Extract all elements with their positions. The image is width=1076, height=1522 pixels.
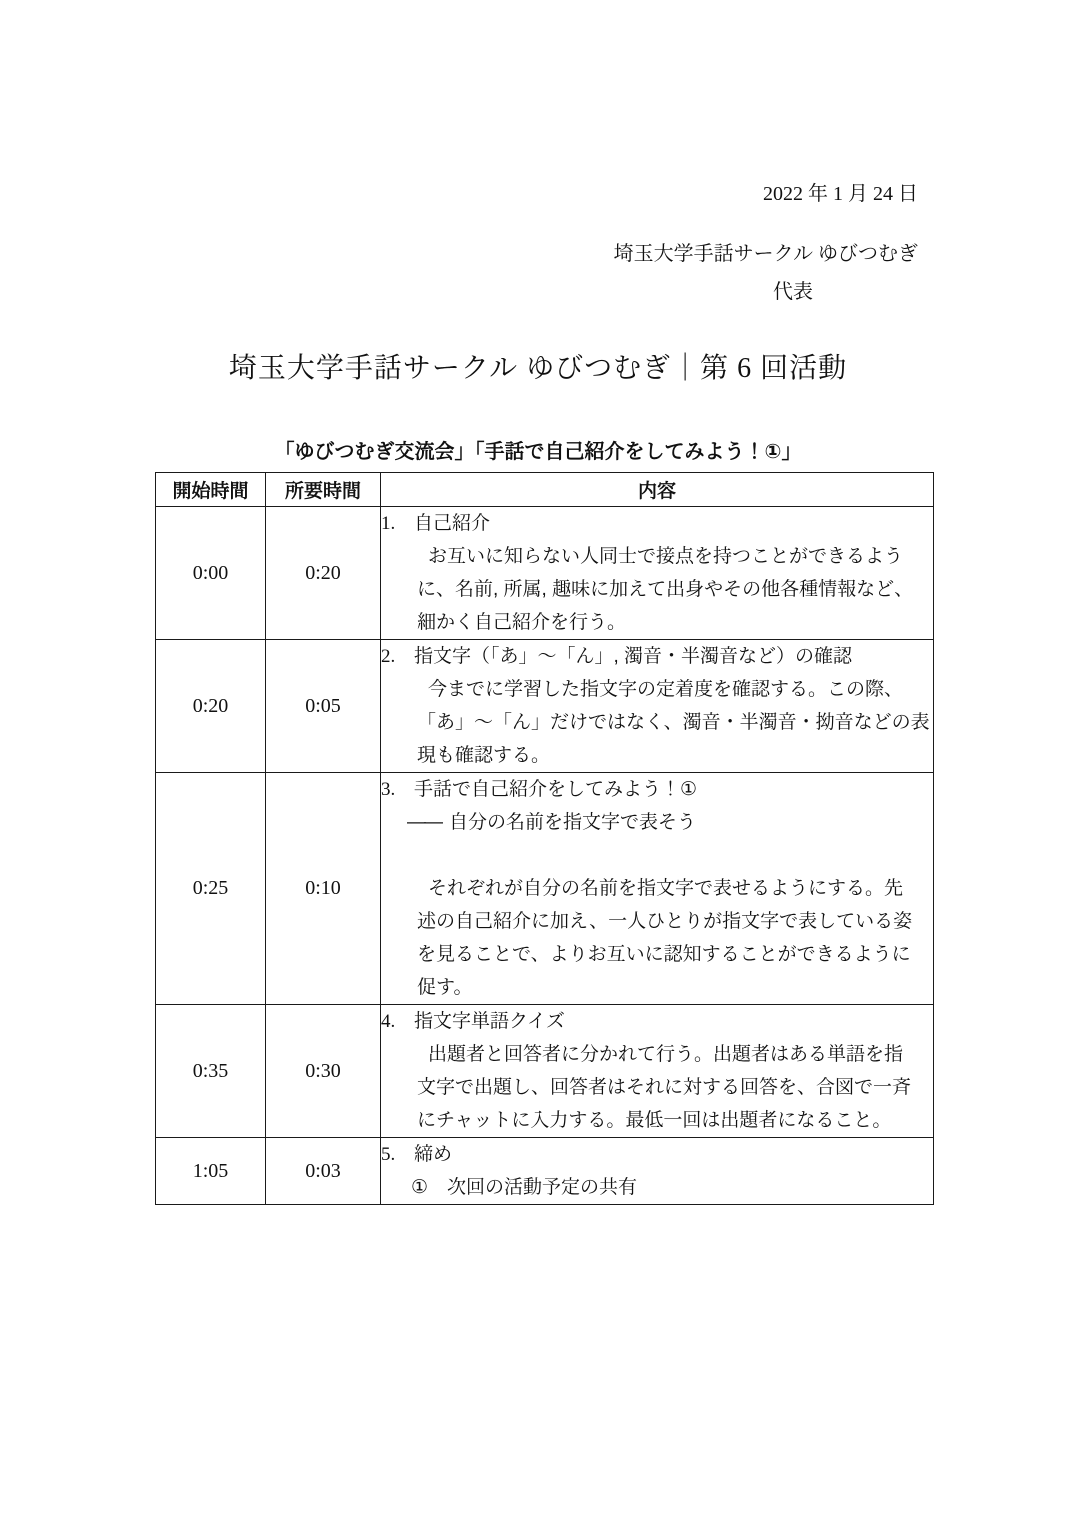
sub-item-line xyxy=(381,806,933,839)
content-line: を見ることで、よりお互いに認知することができるように xyxy=(417,944,911,965)
item-heading xyxy=(381,1005,933,1038)
content-line: 現も確認する。 xyxy=(417,745,551,766)
item-title: 指文字単語クイズ xyxy=(414,1011,565,1032)
blank-line xyxy=(381,839,933,872)
table-row xyxy=(156,1138,934,1205)
header-duration: 所要時間 xyxy=(266,473,381,507)
duration-cell: 0:03 xyxy=(266,1138,381,1205)
start-time-cell: 1:05 xyxy=(156,1138,266,1205)
table-row xyxy=(156,773,934,1005)
content-cell xyxy=(381,1138,934,1205)
duration-cell: 0:20 xyxy=(266,507,381,640)
item-heading xyxy=(381,507,933,540)
table-row xyxy=(156,640,934,773)
date-text: 2022 年 1 月 24 日 xyxy=(763,183,918,205)
item-heading xyxy=(381,1138,933,1171)
representative-label: 代表 xyxy=(773,281,813,303)
organization-name: 埼玉大学手話サークル ゆびつむぎ xyxy=(613,243,918,265)
content-line: お互いに知らない人同士で接点を持つことができるよう xyxy=(428,546,904,567)
item-title: 指文字（「あ」～「ん」, 濁音・半濁音など）の確認 xyxy=(414,646,853,667)
item-title: 手話で自己紹介をしてみよう！① xyxy=(414,779,698,800)
start-time-cell: 0:20 xyxy=(156,640,266,773)
content-line: に、名前, 所属, 趣味に加えて出身やその他各種情報など、 xyxy=(417,579,914,600)
content-line: 出題者と回答者に分かれて行う。出題者はある単語を指 xyxy=(428,1044,904,1065)
content-cell xyxy=(381,1005,934,1138)
item-number: 3. xyxy=(381,779,396,800)
item-number: 5. xyxy=(381,1144,396,1165)
content-line: 今までに学習した指文字の定着度を確認する。この際、 xyxy=(428,679,904,700)
content-line: 細かく自己紹介を行う。 xyxy=(417,612,627,633)
header-start-time: 開始時間 xyxy=(156,473,266,507)
content-line: 促す。 xyxy=(417,977,473,998)
content-line: 文字で出題し、回答者はそれに対する回答を、合図で一斉 xyxy=(417,1077,912,1098)
table-row xyxy=(156,507,934,640)
item-number: 1. xyxy=(381,513,396,534)
dash-marker: —— xyxy=(407,812,441,833)
content-cell xyxy=(381,773,934,1005)
start-time-cell: 0:25 xyxy=(156,773,266,1005)
sub-item-line: ① 次回の活動予定の共有 xyxy=(411,1177,638,1198)
schedule-table xyxy=(155,472,934,1205)
duration-cell: 0:30 xyxy=(266,1005,381,1138)
item-title: 締め xyxy=(414,1144,453,1165)
content-cell xyxy=(381,640,934,773)
item-title: 自己紹介 xyxy=(414,513,491,534)
content-line: それぞれが自分の名前を指文字で表せるようにする。先 xyxy=(428,878,904,899)
content-cell xyxy=(381,507,934,640)
content-line: にチャットに入力する。最低一回は出題者になること。 xyxy=(417,1110,892,1131)
start-time-cell: 0:35 xyxy=(156,1005,266,1138)
table-header-row xyxy=(156,473,934,507)
item-number: 2. xyxy=(381,646,396,667)
document-title: 埼玉大学手話サークル ゆびつむぎ｜第 6 回活動 xyxy=(228,353,848,384)
document-subtitle: 「ゆびつむぎ交流会」「手話で自己紹介をしてみよう！①」 xyxy=(274,441,802,463)
item-number: 4. xyxy=(381,1011,396,1032)
start-time-cell: 0:00 xyxy=(156,507,266,640)
duration-cell: 0:10 xyxy=(266,773,381,1005)
duration-cell: 0:05 xyxy=(266,640,381,773)
header-content: 内容 xyxy=(381,473,934,507)
content-line: 「あ」～「ん」だけではなく、濁音・半濁音・拗音などの表 xyxy=(417,712,930,733)
table-row xyxy=(156,1005,934,1138)
sub-item-text: 自分の名前を指文字で表そう xyxy=(449,812,697,833)
item-heading xyxy=(381,773,933,806)
content-line: 述の自己紹介に加え、一人ひとりが指文字で表している姿 xyxy=(417,911,913,932)
item-heading xyxy=(381,640,933,673)
